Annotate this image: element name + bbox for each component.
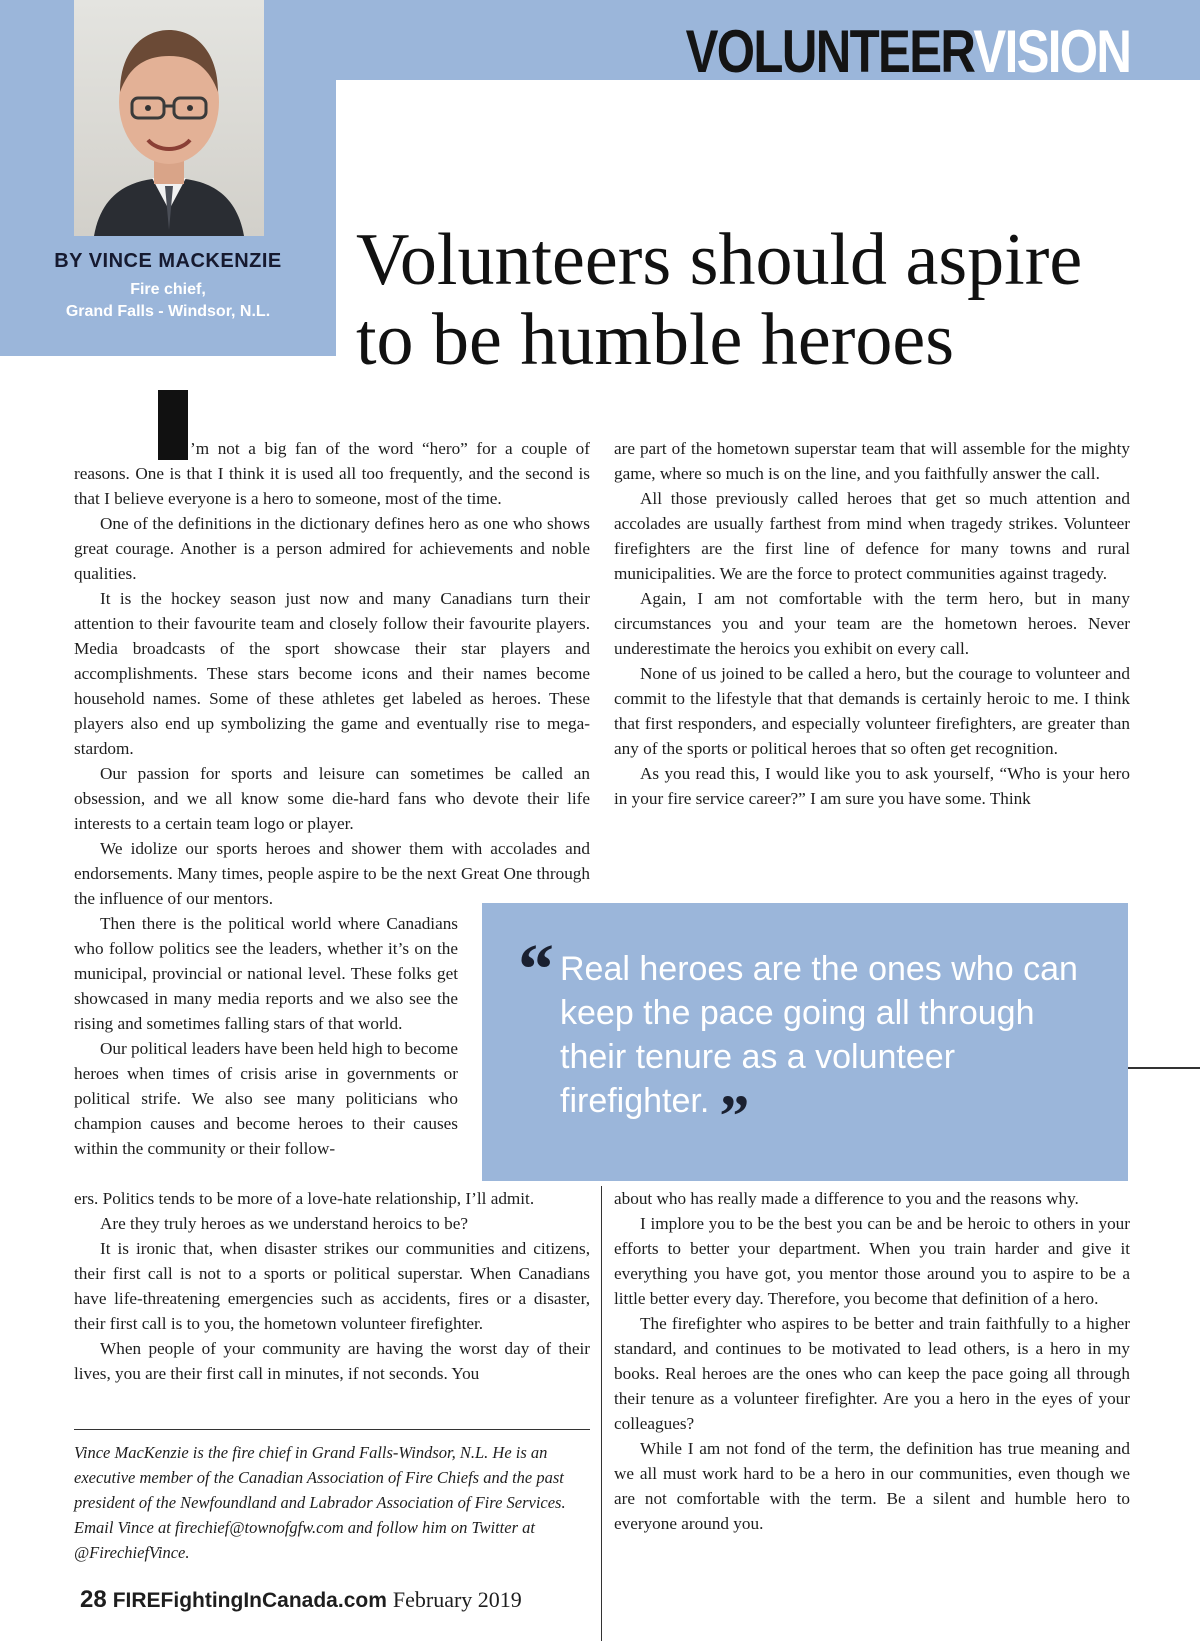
article-paragraph: Are they truly heroes as we understand heroics to be? bbox=[100, 1214, 468, 1233]
article-column-1-middle bbox=[74, 911, 458, 1161]
pull-quote-text: Real heroes are the ones who can keep the pace going all through their tenure as a volunteer firefighter. bbox=[560, 950, 1078, 1120]
article-paragraph: When people of your community are having the worst day of their lives, you are their first call in minutes, if not seconds. You bbox=[74, 1339, 590, 1383]
article-paragraph: ’m not a big fan of the word “hero” for a couple of reasons. One is that I think it is used all too frequently, and the second is that I believe everyone is a hero to someone, most of the time. bbox=[74, 439, 590, 508]
article-paragraph: One of the definitions in the dictionary defines hero as one who shows great courage. Another is a person admired for achievements and noble qualities. bbox=[74, 514, 590, 583]
article-paragraph: Our passion for sports and leisure can sometimes be called an obsession, and we all know some die-hard fans who devote their life interests to a certain team logo or player. bbox=[74, 764, 590, 833]
page-footer bbox=[80, 1586, 522, 1614]
section-title-part2: VISION bbox=[973, 18, 1130, 85]
article-column-2-top bbox=[614, 436, 1130, 811]
article-headline bbox=[356, 220, 1176, 380]
pull-quote-body bbox=[560, 947, 1080, 1149]
article-paragraph: It is the hockey season just now and many Canadians turn their attention to their favourite team and closely follow their favourite players. Media broadcasts of the sport showcase their star players and accomplishments. These stars become icons and their names become household names. Some of these athletes get labeled as heroes. These players also end up symbolizing the game and eventually rise to mega-stardom. bbox=[74, 589, 590, 758]
author-photo bbox=[74, 0, 264, 236]
author-bio: Vince MacKenzie is the fire chief in Grand Falls-Windsor, N.L. He is an executive member of the Canadian Association of Fire Chiefs and the past president of the Newfoundland and Labrador Association of Fire Services. Email Vince at firechief@townofgfw.com and follow him on Twitter at @FirechiefVince. bbox=[74, 1443, 566, 1562]
headline-line1: Volunteers should aspire bbox=[356, 219, 1083, 301]
article-paragraph: All those previously called heroes that get so much attention and accolades are usually farthest from mind when tragedy strikes. Volunteer firefighters are the first line of defence for many towns and rural municipalities. We are the force to protect communities against tragedy. bbox=[614, 489, 1130, 583]
article-column-2-bottom bbox=[614, 1186, 1130, 1536]
article-paragraph: Then there is the political world where Canadians who follow politics see the leaders, whether it’s on the municipal, provincial or national level. These folks get showcased in many media reports and we also see the rising and sometimes falling stars of that world. bbox=[74, 914, 458, 1033]
author-role-line1: Fire chief, bbox=[130, 281, 206, 298]
article-paragraph: The firefighter who aspires to be better and train faithfully to a higher standard, and continues to be motivated to lead others, is a hero in my books. Real heroes are the ones who can keep the pace going all through their tenure as a volunteer firefighter. Are you a hero in the eyes of your colleagues? bbox=[614, 1314, 1130, 1433]
pull-quote bbox=[482, 903, 1128, 1181]
author-role-line2: Grand Falls - Windsor, N.L. bbox=[65, 303, 271, 320]
article-paragraph: ers. Politics tends to be more of a love-hate relationship, I’ll admit. bbox=[74, 1189, 535, 1208]
close-quote-mark: ” bbox=[719, 1083, 750, 1149]
article-paragraph: We idolize our sports heroes and shower them with accolades and endorsements. Many times, people aspire to be the next Great One through the influence of our mentors. bbox=[74, 839, 590, 908]
article-paragraph: It is ironic that, when disaster strikes our communities and citizens, their first call is not to a sports or political superstar. When Canadians have life-threatening emergencies such as accidents, fires or a disaster, their first call is to you, the hometown volunteer firefighter. bbox=[74, 1239, 590, 1333]
article-column-1-top bbox=[74, 436, 590, 911]
headline-line2: to be humble heroes bbox=[356, 299, 954, 381]
bio-divider bbox=[74, 1429, 590, 1430]
article-paragraph: None of us joined to be called a hero, but the courage to volunteer and commit to the lifestyle that that demands is certainly heroic to me. I think that first responders, and especially volunteer firefighters, are greater than any of the sports or political heroes that so often get recognition. bbox=[614, 664, 1130, 758]
article-paragraph: I implore you to be the best you can be and be heroic to others in your efforts to better your department. When you train harder and give it everything you have got, you mentor those around you to aspire to be a little better every day. Therefore, you become that definition of a hero. bbox=[614, 1214, 1130, 1308]
section-title bbox=[685, 18, 1130, 85]
article-paragraph: are part of the hometown superstar team that will assemble for the mighty game, where so much is on the line, and you faithfully answer the call. bbox=[614, 439, 1130, 483]
author-portrait-illustration bbox=[74, 0, 264, 236]
publication-site: FIREFightingInCanada.com bbox=[112, 1589, 387, 1612]
author-role bbox=[0, 279, 336, 323]
issue-date: February 2019 bbox=[392, 1587, 522, 1612]
author-name: BY VINCE MACKENZIE bbox=[54, 250, 282, 272]
article-paragraph: Again, I am not comfortable with the term hero, but in many circumstances you and your team are the hometown heroes. Never underestimate the heroics you exhibit on every call. bbox=[614, 589, 1130, 658]
page-number: 28 bbox=[80, 1586, 107, 1613]
article-paragraph: While I am not fond of the term, the definition has true meaning and we all must work hard to be a hero in our communities, even though we are not comfortable with the term. Be a silent and humble hero to everyone around you. bbox=[614, 1439, 1130, 1533]
section-title-part1: VOLUNTEER bbox=[685, 18, 974, 85]
article-paragraph: Our political leaders have been held high to become heroes when times of crisis arise in governments or political strife. We also see many politicians who champion causes and become heroes to their causes within the community or their follow- bbox=[74, 1039, 458, 1158]
byline bbox=[0, 250, 336, 323]
article-column-1-bottom bbox=[74, 1186, 590, 1386]
column-divider bbox=[601, 1186, 602, 1641]
open-quote-mark: “ bbox=[518, 929, 554, 1009]
article-paragraph: As you read this, I would like you to ask yourself, “Who is your hero in your fire service career?” I am sure you have some. Think bbox=[614, 764, 1130, 808]
article-paragraph: about who has really made a difference to you and the reasons why. bbox=[614, 1189, 1079, 1208]
pull-quote-rule bbox=[1128, 1067, 1200, 1069]
